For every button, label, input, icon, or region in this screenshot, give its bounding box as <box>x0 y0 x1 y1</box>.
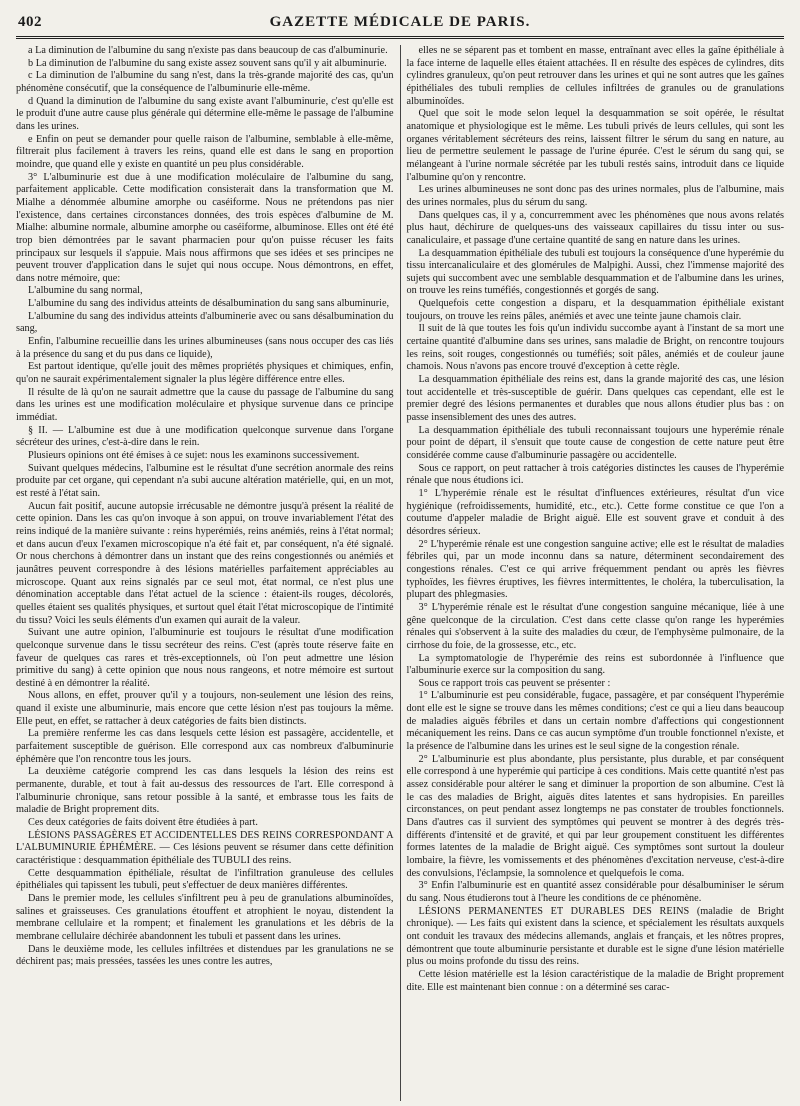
paragraph: LÉSIONS PERMANENTES ET DURABLES DES REINS (maladie de Bright chronique). — Les faits qui existent dans la science, et spécialement les résultats auxquels ont conduit les travaux des médecins allemands, anglais et français, et les nôtres propres, démontrent que toute albuminurie persistante et durable est le signe d'une lésion matérielle plus ou moins profonde du tissu des reins. <box>406 905 784 968</box>
paragraph: 1° L'hyperémie rénale est le résultat d'influences extérieures, résultat d'un vice hygiénique (refroidissements, humidité, etc., etc.). Cette forme constitue ce que l'on a coutume d'appeler maladie de Bright aiguë. Elle est souvent grave et conduit à des désordres sérieux. <box>406 487 784 537</box>
paragraph: La desquammation épithéliale des tubuli est toujours la conséquence d'une hyperémie du tissu intercanaliculaire et des glomérules de Malpighi. Aussi, chez l'immense majorité des sujets qui succombent avec une semblable desquammation et de l'albumine dans les urines, on trouve les reins tuméfiés, congestionnés et gorgés de sang. <box>406 247 784 297</box>
paragraph: Cette lésion matérielle est la lésion caractéristique de la maladie de Bright proprement dite. Elle est maintenant bien connue : on a déterminé ses carac- <box>406 968 784 993</box>
paragraph: Est partout identique, qu'elle jouit des mêmes propriétés physiques et chimiques, enfin, qu'on ne saurait expérimentalement signaler la plus légère différence entre elles. <box>16 361 394 386</box>
paragraph: 3° Enfin l'albuminurie est en quantité assez considérable pour désalbuminiser le sérum du sang. Nous étudierons tout à l'heure les conditions de ce phénomène. <box>406 880 784 904</box>
paragraph: Suivant une autre opinion, l'albuminurie est toujours le résultat d'une modification quelconque survenue dans le tissu secréteur des reins. C'est (après toute réserve faite en faveur de quelques cas rares et très-exceptionnels, où l'on peut admettre une lésion primitive du sang) à cette opinion que nous nous rangeons, et notre mémoire est surtout destiné à en démontrer la réalité. <box>16 627 394 689</box>
paragraph: 1° L'albuminurie est peu considérable, fugace, passagère, et par conséquent l'hyperémie dont elle est le signe se trouve dans les mêmes conditions; c'est ce qui a lieu dans beaucoup de maladies aiguës fébriles et dans un certain nombre d'affections qui congestionnent mécaniquement les reins. Dans ce cas aucun symptôme d'un trouble fonctionnel n'existe, et la présence de l'albumine dans les urines est le seul signe de la congestion rénale. <box>406 690 784 753</box>
paragraph: Aucun fait positif, aucune autopsie irrécusable ne démontre jusqu'à présent la réalité de cette opinion. Dans les cas qu'on invoque à son appui, on trouve invariablement l'état des reins indiqué de la manière suivante : reins hyperémiés, reins anémiés, reins à l'état normal; et dans aucun d'eux l'examen microscopique n'a été fait et, par conséquent, n'a été signalé. Or nous cherchons à démontrer dans un instant que des reins congestionnés ou anémiés et jaunâtres peuvent correspondre à des lésions matérielles parfaitement appréciables au microscope. Quant aux reins signalés par ce seul mot, état normal, ce n'est plus une dénomination acceptable dans l'état actuel de la science : étaient-ils rouges, décolorés, quelles étaient ses qualités physiques, et surtout quel était l'état microscopique de l'intimité du tissu? Voici les seuls éléments d'un examen qui aurait de la valeur. <box>16 500 394 626</box>
page-header <box>16 14 784 36</box>
paragraph: § II. — L'albumine est due à une modification quelconque survenue dans l'organe sécréteur des urines, c'est-à-dire dans le rein. <box>16 424 394 449</box>
right-column <box>400 45 785 1101</box>
paragraph: Plusieurs opinions ont été émises à ce sujet: nous les examinons successivement. <box>28 450 360 461</box>
paragraph: 3° L'hyperémie rénale est le résultat d'une congestion sanguine mécanique, liée à une gêne quelconque de la circulation. C'est dans cette classe qu'on range les hyperémies rénales qui s'observent à la suite des maladies du cœur, de l'emphysème pulmonaire, de la cirrhose du foie, de la grossesse, etc., etc. <box>406 601 784 651</box>
paragraph: L'albumine du sang des individus atteints d'albuminerie avec ou sans désalbumination du sang, <box>16 310 394 335</box>
paragraph: Dans le deuxième mode, les cellules infiltrées et distendues par les granulations ne se déchirent pas; mais pressées, tassées les unes contre les autres, <box>16 943 394 968</box>
paragraph: L'albumine du sang des individus atteints de désalbumination du sang sans albuminurie, <box>28 298 390 310</box>
paragraph: Dans quelques cas, il y a, concurremment avec les phénomènes que nous avons relatés plus haut, déchirure de quelques-uns des vaisseaux capillaires du tissu inter ou sus-canaliculaire, et passage d'une certaine quantité de sang en nature dans les urines. <box>406 209 784 246</box>
paragraph: Enfin, l'albumine recueillie dans les urines albumineuses (sans nous occuper des cas liés à la présence du sang et du pus dans ce liquide), <box>16 336 394 360</box>
paragraph: La desquammation épithéliale des reins est, dans la grande majorité des cas, une lésion tout accidentelle et très-susceptible de guérir. Dans quelques cas cependant, elle est le premier degré des lésions permanentes et durables que nous allons étudier plus bas : on passe insensiblement des unes des autres. <box>406 374 784 424</box>
left-column <box>16 45 400 1101</box>
paragraph: Suivant quelques médecins, l'albumine est le résultat d'une secrétion anormale des reins produite par cet organe, qui cependant n'a subi aucune altération matérielle, qui, en un mot, est resté à l'état sain. <box>16 462 394 499</box>
paragraph: Ces deux catégories de faits doivent être étudiées à part. <box>28 817 258 829</box>
paragraph: Quelquefois cette congestion a disparu, et la desquammation épithéliale existant toujours, on trouve les reins pâles, anémiés et avec une teinte jaune chamois clair. <box>406 298 784 322</box>
header-rule <box>16 36 784 39</box>
paragraph: LÉSIONS PASSAGÈRES ET ACCIDENTELLES DES REINS CORRESPONDANT A L'ALBUMINURIE ÉPHÉMÈRE. — Ces lésions peuvent se résumer dans cette définition caractéristique : desquammation épithéliale des TUBULI des reins. <box>16 829 394 866</box>
paragraph: La desquammation épithéliale des tubuli reconnaissant toujours une hyperémie rénale pour point de départ, il s'ensuit que toute cause de congestion de cette nature peut être considérée comme cause d'albuminurie passagère ou accidentelle. <box>406 424 784 461</box>
page-number: 402 <box>18 14 42 30</box>
paragraph: 3° L'albuminurie est due à une modification moléculaire de l'albumine du sang, parfaitement applicable. Cette modification consisterait dans la transformation que M. Mialhe a dénommée albumine amorphe ou caséiforme. Nous ne prétendons pas nier l'existence, dans certaines circonstances données, des trois espèces d'albumine de M. Mialhe: albumine normale, albumine amorphe ou caséiforme, albuminose. Elles ont été été trop bien démontrées par le savant pharmacien pour qu'on puisse récuser les faits principaux sur lesquels il s'appuie. Mais nous affirmons que ses idées et ses principes ne peuvent trouver d'application dans le sujet qui nous occupe. Nous démontrons, en effet, dans notre mémoire, que: <box>16 171 394 284</box>
paragraph: 2° L'hyperémie rénale est une congestion sanguine active; elle est le résultat de maladies fébriles qui, par un mode inconnu dans sa nature, déterminent secondairement des congestions rénales. C'est ce qui arrive fréquemment pendant ou après les fièvres typhoïdes, les fièvres éruptives, les fièvres intermittentes, le choléra, la tuberculisation, la plupart des phlegmasies. <box>406 538 784 601</box>
paragraph: Cette desquammation épithéliale, résultat de l'infiltration granuleuse des cellules épithéliales qui tapissent les tubuli, peut s'effectuer de deux manières différentes. <box>16 867 394 892</box>
paragraph: La première renferme les cas dans lesquels cette lésion est passagère, accidentelle, et parfaitement susceptible de guérison. Elle correspond aux cas nombreux d'albuminurie éphémère que l'on rencontre tous les jours. <box>16 728 394 765</box>
paragraph: L'albumine du sang normal, <box>28 285 143 297</box>
paragraph: La deuxième catégorie comprend les cas dans lesquels la lésion des reins est permanente, durable, et tout à fait au-dessus des ressources de l'art. Elle correspond à l'albuminurie chronique, sans retour possible à la santé, et embrasse tous les faits de maladie de Bright proprement dits. <box>16 766 394 816</box>
article-columns <box>16 45 784 1101</box>
paragraph: 2° L'albuminurie est plus abondante, plus persistante, plus durable, et par conséquent elle correspond à une hyperémie qui participe à ces conditions. Mais cette quantité n'est pas assez considérable pour altérer le sang et diminuer la proportion de son albumine. C'est là le cas des maladies de Bright, aiguës dites latentes et sans hydropisies. En pareilles circonstances, on peut pendant assez longtemps ne pas constater de troubles fonctionnels. Dans d'autres cas il survient des symptômes qui peuvent se montrer à des degrés très-différents d'intensité et de gravité, et qui par leur groupement constituent les différentes formes latentes de la maladie de Bright aiguë. Ces symptômes sont surtout la douleur lombaire, la fièvre, les vomissements et des phénomènes d'excitation nerveuse, c'est-à-dire des convulsions, l'éclampsie, la somnolence et quelquefois le coma. <box>406 753 784 879</box>
paragraph: Nous allons, en effet, prouver qu'il y a toujours, non-seulement une lésion des reins, quand il existe une albuminurie, mais encore que cette lésion n'est pas toujours la même. Elle peut, en effet, se rattacher à deux catégories de faits bien distincts. <box>16 690 394 727</box>
paragraph: Quel que soit le mode selon lequel la desquammation se soit opérée, le résultat anatomique et physiologique est le même. Les tubuli privés de leurs cellules, qui sont les organes véritablement sécréteurs des reins, laissent filtrer le sérum du sang en nature, au lieu de permettre seulement le passage de l'urine épurée. C'est le sérum du sang qui, se mélangeant à l'urine normale sécrétée par les tubuli restés sains, introduit dans ce liquide l'albumine qu'on y rencontre. <box>406 108 784 183</box>
paragraph: c La diminution de l'albumine du sang n'est, dans la très-grande majorité des cas, qu'un phénomène consécutif, que la conséquence de l'albuminurie elle-même. <box>16 70 394 94</box>
paragraph: Il résulte de là qu'on ne saurait admettre que la cause du passage de l'albumine du sang dans les urines est une modification moléculaire et physique survenue dans ce principe immédiat. <box>16 386 394 424</box>
paragraph: La symptomatologie de l'hyperémie des reins est subordonnée à l'influence que l'albuminurie exerce sur la composition du sang. <box>406 652 784 677</box>
paragraph: b La diminution de l'albumine du sang existe assez souvent sans qu'il y ait albuminurie. <box>28 57 387 69</box>
running-title: GAZETTE MÉDICALE DE PARIS. <box>269 14 531 30</box>
paragraph: Sous ce rapport trois cas peuvent se présenter : <box>418 677 611 689</box>
paragraph: e Enfin on peut se demander pour quelle raison de l'albumine, semblable à elle-même, filtrerait plus facilement à travers les reins, quand elle est dans le sang en proportion moindre, que quand elle y existe en quantité un peu plus considérable. <box>16 133 394 170</box>
paragraph: Les urines albumineuses ne sont donc pas des urines normales, plus de l'albumine, mais des urines normales, plus du sérum du sang. <box>406 184 784 208</box>
paragraph: a La diminution de l'albumine du sang n'existe pas dans beaucoup de cas d'albuminurie. <box>28 45 388 56</box>
paragraph: elles ne se séparent pas et tombent en masse, entraînant avec elles la gaîne épithéliale à la face interne de laquelle elles étaient attachées. Il en résulte des espèces de cylindres, dits cylindres granuleux, qu'on peut retrouver dans les urines et qui ne sont autres que les gaînes épithéliales des tubuli remplies de cellules infiltrées de granules ou de granulations albuminoïdes. <box>406 45 784 107</box>
paragraph: Dans le premier mode, les cellules s'infiltrent peu à peu de granulations albuminoïdes, salines et graisseuses. Ces granulations étouffent et atrophient le noyau, distendent la membrane cellulaire et la rompent; et finalement les granulations et les débris de la membrane cellulaire déchirée abandonnent les tubuli et passent dans les urines. <box>16 892 394 942</box>
paragraph: Sous ce rapport, on peut rattacher à trois catégories distinctes les causes de l'hyperémie rénale que nous étudions ici. <box>406 462 784 487</box>
paragraph: d Quand la diminution de l'albumine du sang existe avant l'albuminurie, c'est qu'elle est le produit d'une autre cause plus générale qui détermine elle-même le passage de l'albumine dans les urines. <box>16 95 394 132</box>
paragraph: Il suit de là que toutes les fois qu'un individu succombe ayant à l'instant de sa mort une certaine quantité d'albumine dans ses urines, sans maladie de Bright, on rencontre toujours les reins, soit rouges, congestionnés ou tuméfiés; soit pâles, anémiés et de couleur jaune chamois. Nous n'avons pas encore trouvé d'exception à cette règle. <box>406 323 784 373</box>
